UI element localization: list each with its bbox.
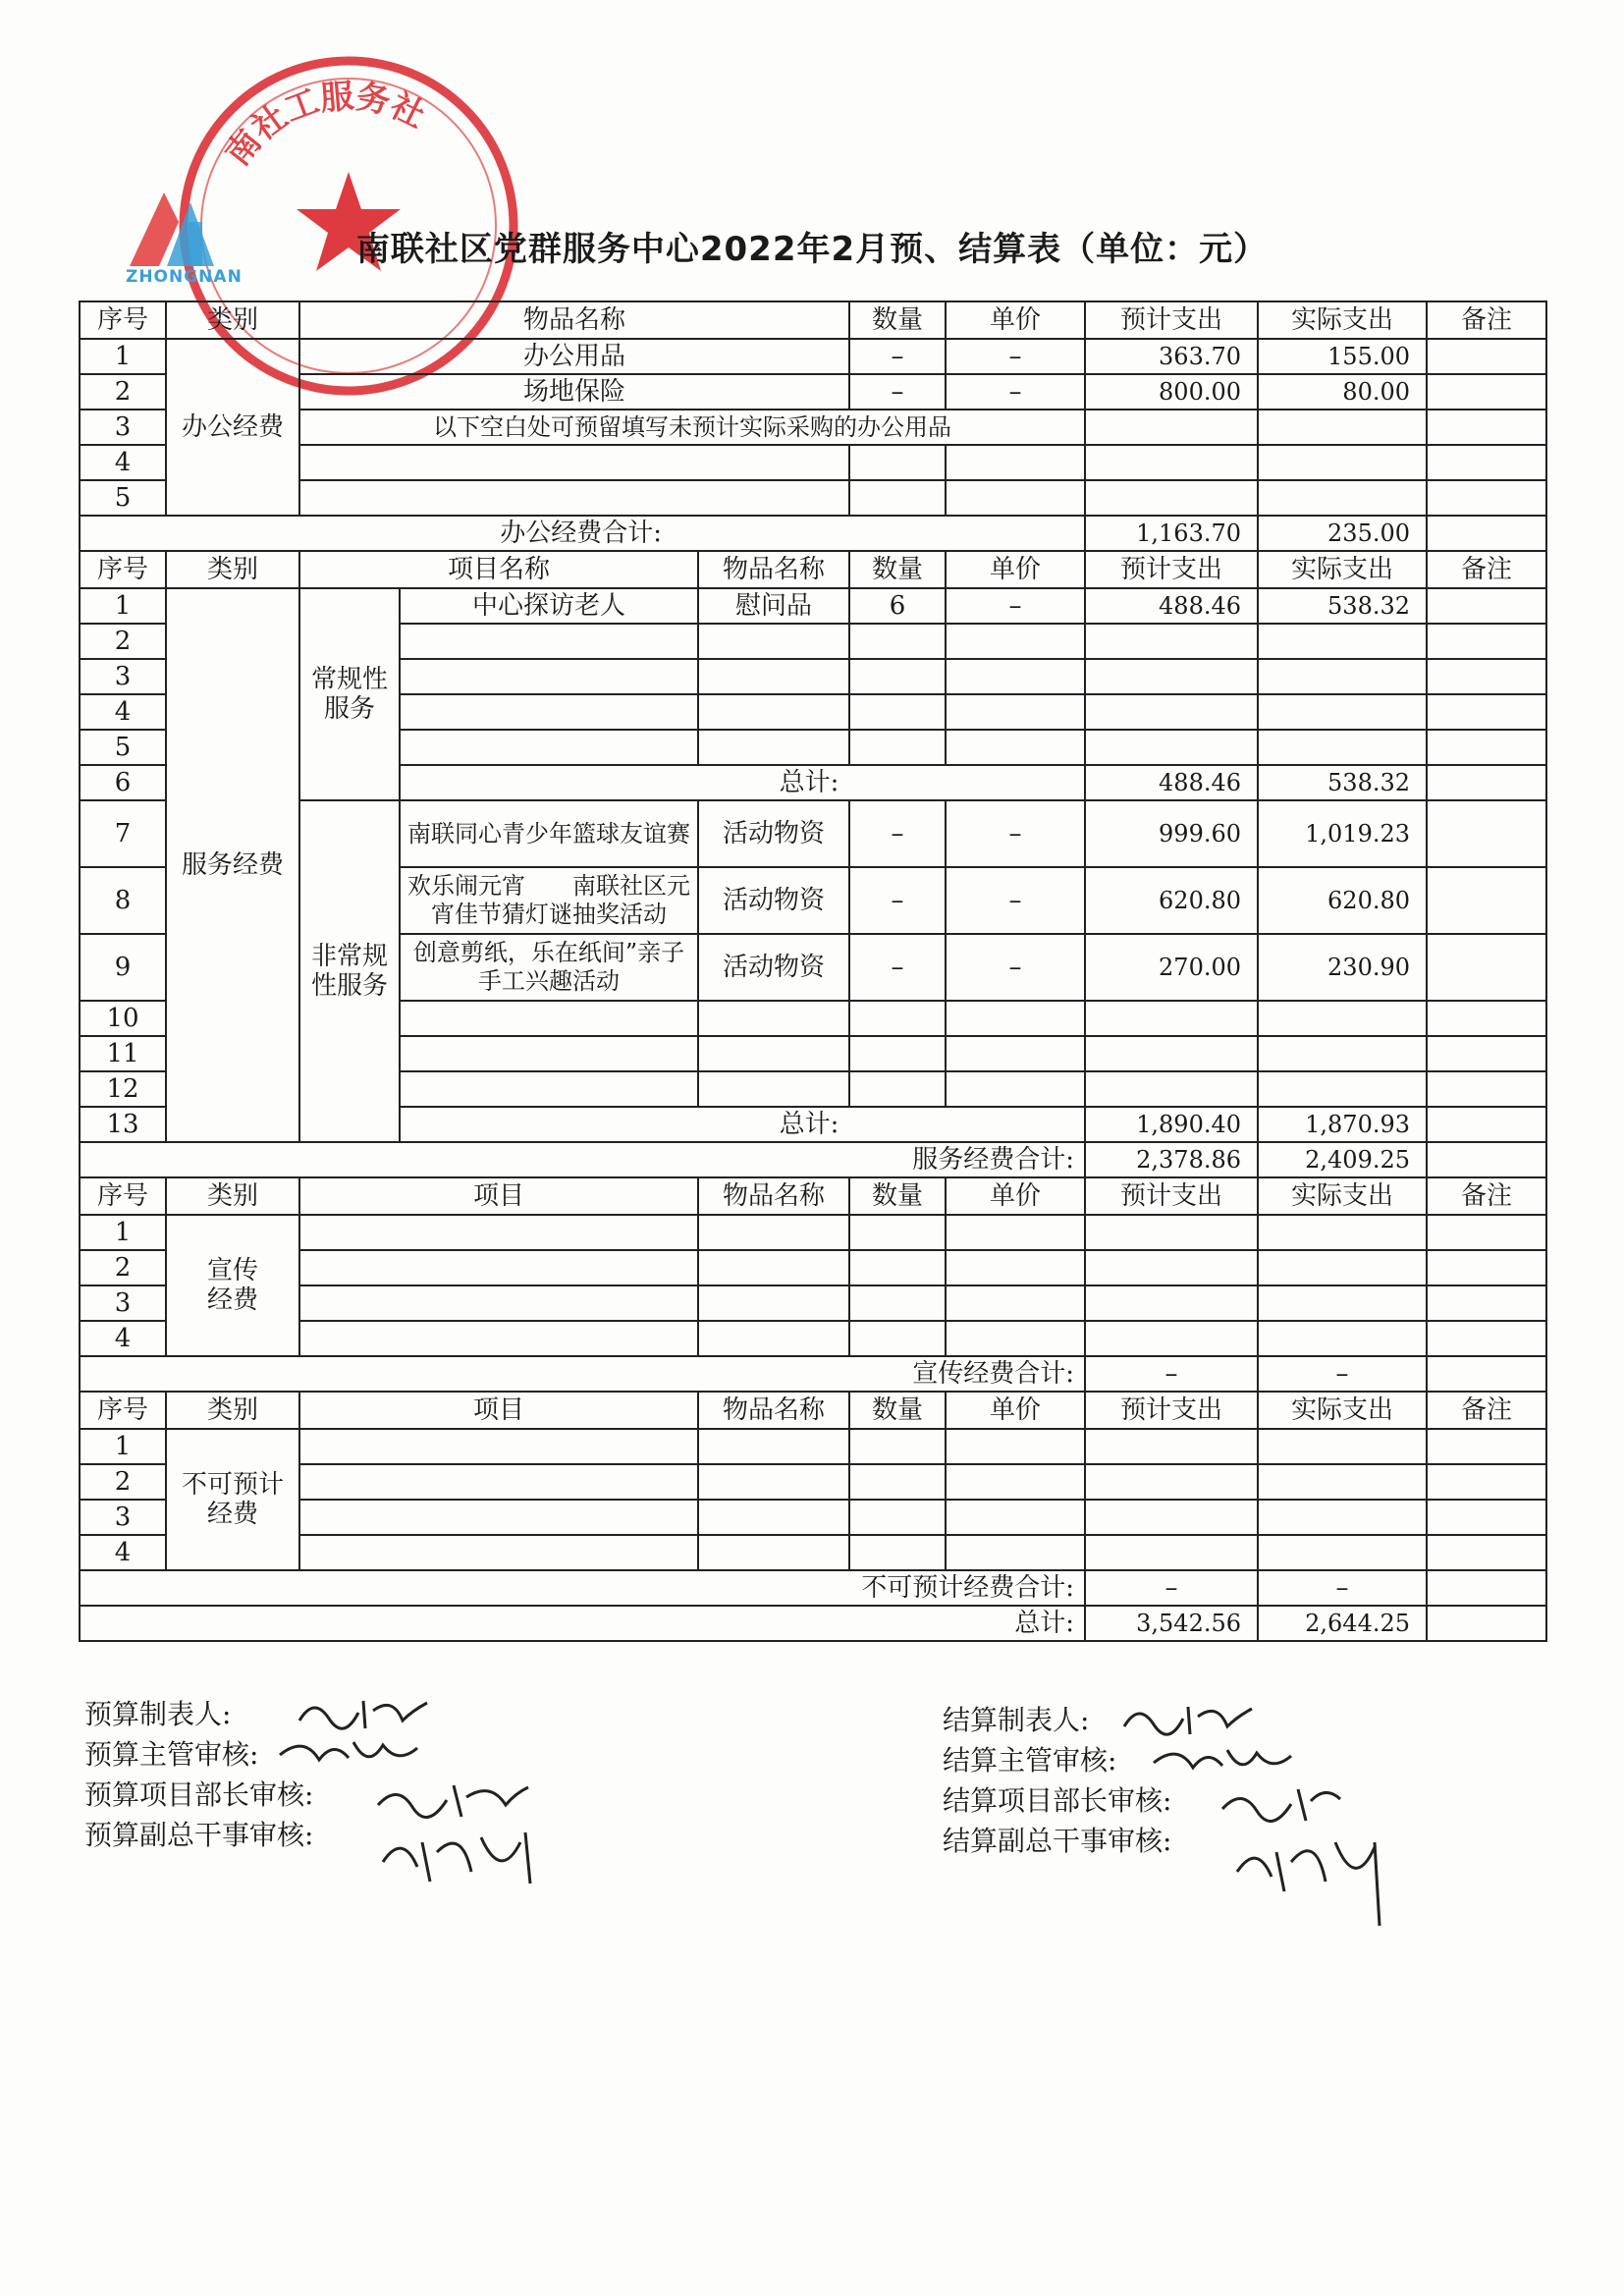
seq-cell: 1 [80, 1215, 166, 1250]
table-row [80, 1464, 1546, 1500]
seq-cell: 1 [80, 1429, 166, 1464]
seq-cell: 2 [80, 374, 166, 410]
qty-cell: – [849, 800, 946, 867]
header-category: 类别 [166, 1392, 299, 1429]
header-remark: 备注 [1427, 1177, 1546, 1215]
service-header-row [80, 551, 1546, 588]
remark-cell [1427, 374, 1546, 410]
unforeseen-header-row [80, 1392, 1546, 1429]
header-item-name: 物品名称 [698, 1177, 849, 1215]
item-cell: 活动物资 [698, 800, 849, 867]
seq-cell: 4 [80, 1535, 166, 1570]
sig-label: 结算制表人: [943, 1704, 1090, 1736]
service-total-actual: 2,409.25 [1258, 1142, 1427, 1177]
seq-cell: 1 [80, 588, 166, 624]
header-actual: 实际支出 [1258, 1392, 1427, 1429]
price-cell: – [946, 800, 1085, 867]
header-budget: 预计支出 [1085, 301, 1258, 339]
header-budget: 预计支出 [1085, 551, 1258, 588]
seq-cell: 10 [80, 1001, 166, 1036]
handwritten-signature [1227, 1823, 1384, 1931]
seq-cell: 3 [80, 410, 166, 445]
table-row [80, 1285, 1546, 1321]
table-row [80, 1215, 1546, 1250]
publicity-total-budget: – [1085, 1356, 1258, 1392]
header-seq: 序号 [80, 301, 166, 339]
table-row [80, 1321, 1546, 1356]
grand-total-row [80, 1606, 1546, 1641]
unforeseen-total-row [80, 1570, 1546, 1606]
grand-total-budget: 3,542.56 [1085, 1606, 1258, 1641]
grand-total-actual: 2,644.25 [1258, 1606, 1427, 1641]
svg-text:南社工服务社: 南社工服务社 [218, 77, 432, 174]
seq-cell: 2 [80, 1464, 166, 1500]
unforeseen-total-budget: – [1085, 1570, 1258, 1606]
handwritten-signature [275, 1730, 422, 1779]
item-cell: 慰问品 [698, 588, 849, 624]
category-service: 服务经费 [166, 588, 299, 1142]
project-cell: 中心探访老人 [400, 588, 698, 624]
table-row [80, 480, 1546, 516]
header-actual: 实际支出 [1258, 301, 1427, 339]
actual-cell: 155.00 [1258, 339, 1427, 374]
header-item-name: 物品名称 [698, 1392, 849, 1429]
note-cell: 以下空白处可预留填写未预计实际采购的办公用品 [299, 410, 1085, 445]
page-title: 南联社区党群服务中心2022年2月预、结算表（单位：元） [355, 230, 1269, 269]
table-row [80, 410, 1546, 445]
table-row [80, 339, 1546, 374]
header-qty: 数量 [849, 1177, 946, 1215]
sig-label: 结算副总干事审核: [943, 1825, 1172, 1857]
remark-cell [1427, 339, 1546, 374]
price-cell: – [946, 934, 1085, 1001]
actual-cell: 80.00 [1258, 374, 1427, 410]
regular-total-budget: 488.46 [1085, 765, 1258, 800]
budget-cell: 363.70 [1085, 339, 1258, 374]
seq-cell: 6 [80, 765, 166, 800]
table-row [80, 1535, 1546, 1570]
price-cell: – [946, 867, 1085, 934]
qty-cell: 6 [849, 588, 946, 624]
table-row [80, 1429, 1546, 1464]
header-project: 项目 [299, 1392, 698, 1429]
handwritten-signature [1119, 1697, 1257, 1740]
header-qty: 数量 [849, 551, 946, 588]
header-actual: 实际支出 [1258, 1177, 1427, 1215]
project-cell: 南联同心青少年篮球友谊赛 [400, 800, 698, 867]
budget-cell: 800.00 [1085, 374, 1258, 410]
header-remark: 备注 [1427, 551, 1546, 588]
header-actual: 实际支出 [1258, 551, 1427, 588]
header-category: 类别 [166, 551, 299, 588]
header-qty: 数量 [849, 301, 946, 339]
header-budget: 预计支出 [1085, 1177, 1258, 1215]
qty-cell: – [849, 934, 946, 1001]
header-remark: 备注 [1427, 301, 1546, 339]
header-project: 项目 [299, 1177, 698, 1215]
category-office: 办公经费 [166, 339, 299, 516]
table-row [80, 445, 1546, 480]
budget-cell: 488.46 [1085, 588, 1258, 624]
seq-cell: 4 [80, 694, 166, 730]
office-total-budget: 1,163.70 [1085, 516, 1258, 551]
office-total-actual: 235.00 [1258, 516, 1427, 551]
project-cell: 创意剪纸，乐在纸间”亲子手工兴趣活动 [400, 934, 698, 1001]
header-unit-price: 单价 [946, 1392, 1085, 1429]
price-cell: – [946, 339, 1085, 374]
table-row [80, 1250, 1546, 1285]
irregular-total-actual: 1,870.93 [1258, 1107, 1427, 1142]
header-item-name: 物品名称 [299, 301, 849, 339]
sig-label: 预算主管审核: [84, 1738, 259, 1771]
header-item-name: 物品名称 [698, 551, 849, 588]
unforeseen-total-actual: – [1258, 1570, 1427, 1606]
handwritten-signature [295, 1691, 432, 1734]
grand-total-label: 总计: [80, 1606, 1085, 1641]
seq-cell: 5 [80, 480, 166, 516]
handwritten-signature [1218, 1779, 1345, 1823]
header-unit-price: 单价 [946, 301, 1085, 339]
qty-cell: – [849, 339, 946, 374]
seq-cell: 4 [80, 1321, 166, 1356]
logo-text: ZHONGNAN [126, 267, 243, 287]
table-row [80, 1500, 1546, 1535]
seq-cell: 11 [80, 1036, 166, 1071]
budget-cell: 270.00 [1085, 934, 1258, 1001]
budget-table [79, 301, 1547, 1642]
seq-cell: 13 [80, 1107, 166, 1142]
handwritten-signature [1149, 1738, 1296, 1783]
sig-label: 结算项目部长审核: [943, 1784, 1172, 1817]
header-budget: 预计支出 [1085, 1392, 1258, 1429]
header-seq: 序号 [80, 1177, 166, 1215]
table-row [80, 800, 1546, 867]
item-cell: 活动物资 [698, 934, 849, 1001]
seq-cell: 7 [80, 800, 166, 867]
qty-cell: – [849, 374, 946, 410]
qty-cell: – [849, 867, 946, 934]
header-unit-price: 单价 [946, 1177, 1085, 1215]
actual-cell: 538.32 [1258, 588, 1427, 624]
table-row [80, 588, 1546, 624]
header-project-name: 项目名称 [299, 551, 698, 588]
seq-cell: 2 [80, 624, 166, 659]
seq-cell: 1 [80, 339, 166, 374]
seq-cell: 5 [80, 730, 166, 765]
table-row [80, 374, 1546, 410]
service-total-budget: 2,378.86 [1085, 1142, 1258, 1177]
publicity-total-actual: – [1258, 1356, 1427, 1392]
item-cell: 场地保险 [299, 374, 849, 410]
price-cell: – [946, 374, 1085, 410]
item-cell: 活动物资 [698, 867, 849, 934]
price-cell: – [946, 588, 1085, 624]
irregular-service-label: 非常规性服务 [299, 800, 400, 1142]
regular-total-label: 总计: [400, 765, 1085, 800]
header-seq: 序号 [80, 551, 166, 588]
regular-total-actual: 538.32 [1258, 765, 1427, 800]
handwritten-signature [373, 1776, 530, 1825]
office-header-row [80, 301, 1546, 339]
irregular-total-budget: 1,890.40 [1085, 1107, 1258, 1142]
project-cell: 欢乐闹元宵 南联社区元宵佳节猜灯谜抽奖活动 [400, 867, 698, 934]
publicity-total-label: 宣传经费合计: [80, 1356, 1085, 1392]
seq-cell: 9 [80, 934, 166, 1001]
irregular-total-label: 总计: [400, 1107, 1085, 1142]
header-category: 类别 [166, 301, 299, 339]
seq-cell: 12 [80, 1071, 166, 1107]
item-cell: 办公用品 [299, 339, 849, 374]
handwritten-signature [373, 1823, 540, 1891]
category-publicity: 宣传经费 [166, 1215, 299, 1356]
header-unit-price: 单价 [946, 551, 1085, 588]
office-total-label: 办公经费合计: [80, 516, 1085, 551]
category-unforeseen: 不可预计经费 [166, 1429, 299, 1570]
office-total-row [80, 516, 1546, 551]
header-remark: 备注 [1427, 1392, 1546, 1429]
budget-cell: 620.80 [1085, 867, 1258, 934]
budget-cell: 999.60 [1085, 800, 1258, 867]
sig-label: 预算副总干事审核: [84, 1819, 314, 1851]
service-total-label: 服务经费合计: [80, 1142, 1085, 1177]
seq-cell: 3 [80, 1285, 166, 1321]
sig-label: 预算项目部长审核: [84, 1778, 314, 1811]
regular-service-label: 常规性服务 [299, 588, 400, 800]
sig-label: 预算制表人: [84, 1698, 232, 1730]
publicity-total-row [80, 1356, 1546, 1392]
header-category: 类别 [166, 1177, 299, 1215]
seq-cell: 8 [80, 867, 166, 934]
seq-cell: 4 [80, 445, 166, 480]
seq-cell: 3 [80, 1500, 166, 1535]
header-seq: 序号 [80, 1392, 166, 1429]
unforeseen-total-label: 不可预计经费合计: [80, 1570, 1085, 1606]
header-qty: 数量 [849, 1392, 946, 1429]
actual-cell: 620.80 [1258, 867, 1427, 934]
service-total-row [80, 1142, 1546, 1177]
actual-cell: 1,019.23 [1258, 800, 1427, 867]
seq-cell: 3 [80, 659, 166, 694]
publicity-header-row [80, 1177, 1546, 1215]
actual-cell: 230.90 [1258, 934, 1427, 1001]
sig-label: 结算主管审核: [943, 1744, 1117, 1777]
seq-cell: 2 [80, 1250, 166, 1285]
